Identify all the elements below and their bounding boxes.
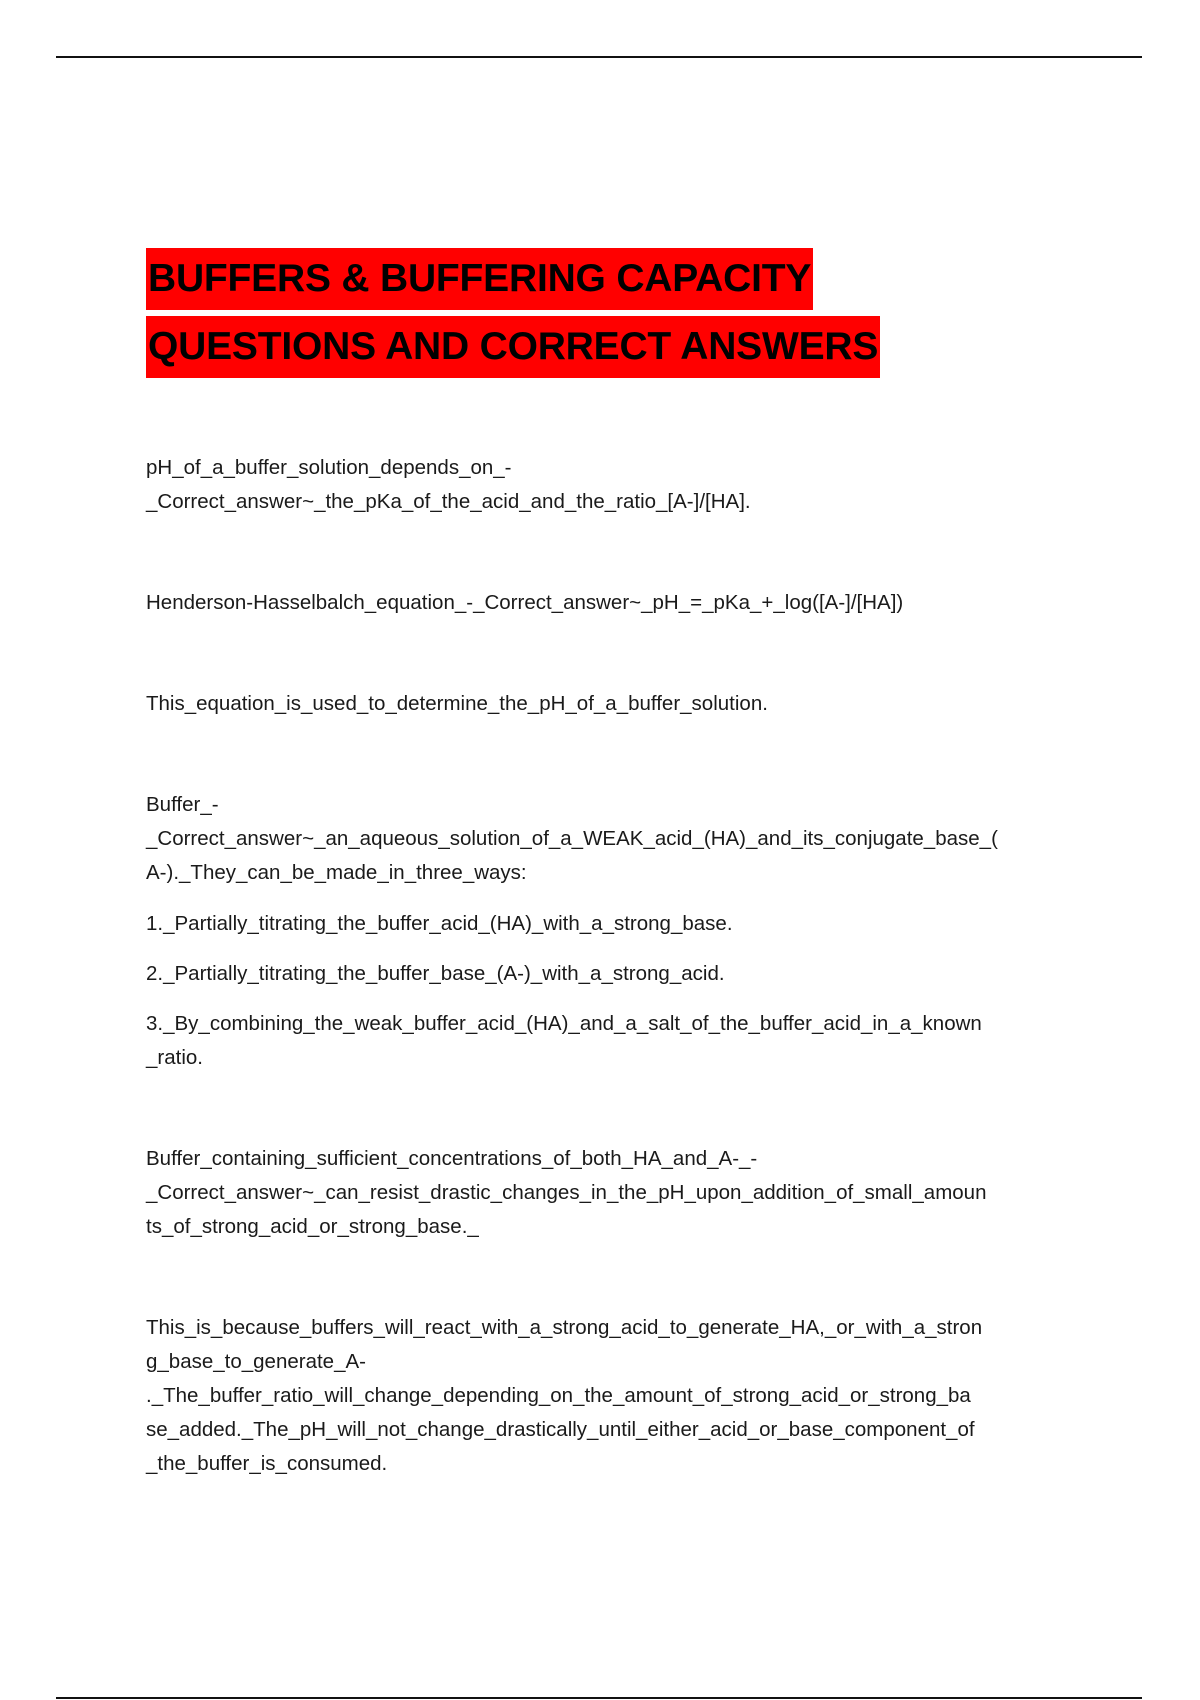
qa3-list-item-3: 3._By_combining_the_weak_buffer_acid_(HA)_and_a_salt_of_the_buffer_acid_in_a_known bbox=[146, 1012, 982, 1035]
qa3-list-item-2: 2._Partially_titrating_the_buffer_base_(A-)_with_a_strong_acid. bbox=[146, 962, 725, 985]
qa3-list-item-3-cont: _ratio. bbox=[146, 1046, 203, 1069]
qa3-list-item-1: 1._Partially_titrating_the_buffer_acid_(HA)_with_a_strong_base. bbox=[146, 912, 733, 935]
note2-line-4: se_added._The_pH_will_not_change_drastically_until_either_acid_or_base_component_of bbox=[146, 1418, 975, 1441]
qa4-answer-line-2: ts_of_strong_acid_or_strong_base._ bbox=[146, 1215, 479, 1238]
title-line-2: QUESTIONS AND CORRECT ANSWERS bbox=[146, 316, 880, 378]
qa3-question: Buffer_- bbox=[146, 793, 219, 816]
qa4-question: Buffer_containing_sufficient_concentrations_of_both_HA_and_A-_- bbox=[146, 1147, 758, 1170]
note2-line-2: g_base_to_generate_A- bbox=[146, 1350, 366, 1373]
note2-line-3: ._The_buffer_ratio_will_change_depending_on_the_amount_of_strong_acid_or_strong_ba bbox=[146, 1384, 971, 1407]
header-rule bbox=[56, 56, 1142, 58]
qa4-answer-line-1: _Correct_answer~_can_resist_drastic_changes_in_the_pH_upon_addition_of_small_amoun bbox=[146, 1181, 987, 1204]
qa1-answer: _Correct_answer~_the_pKa_of_the_acid_and_the_ratio_[A-]/[HA]. bbox=[146, 490, 751, 513]
qa3-answer-line-1: _Correct_answer~_an_aqueous_solution_of_a_WEAK_acid_(HA)_and_its_conjugate_base_( bbox=[146, 827, 998, 850]
footer-rule bbox=[56, 1697, 1142, 1699]
qa3-answer-line-2: A-)._They_can_be_made_in_three_ways: bbox=[146, 861, 527, 884]
note2-line-1: This_is_because_buffers_will_react_with_a_strong_acid_to_generate_HA,_or_with_a_stron bbox=[146, 1316, 983, 1339]
document-title bbox=[146, 248, 880, 378]
qa1-question: pH_of_a_buffer_solution_depends_on_- bbox=[146, 456, 512, 479]
title-line-1: BUFFERS & BUFFERING CAPACITY bbox=[146, 248, 813, 310]
note2-line-5: _the_buffer_is_consumed. bbox=[146, 1452, 388, 1475]
note1-text: This_equation_is_used_to_determine_the_pH_of_a_buffer_solution. bbox=[146, 692, 768, 715]
qa2-text: Henderson-Hasselbalch_equation_-_Correct_answer~_pH_=_pKa_+_log([A-]/[HA]) bbox=[146, 591, 904, 614]
